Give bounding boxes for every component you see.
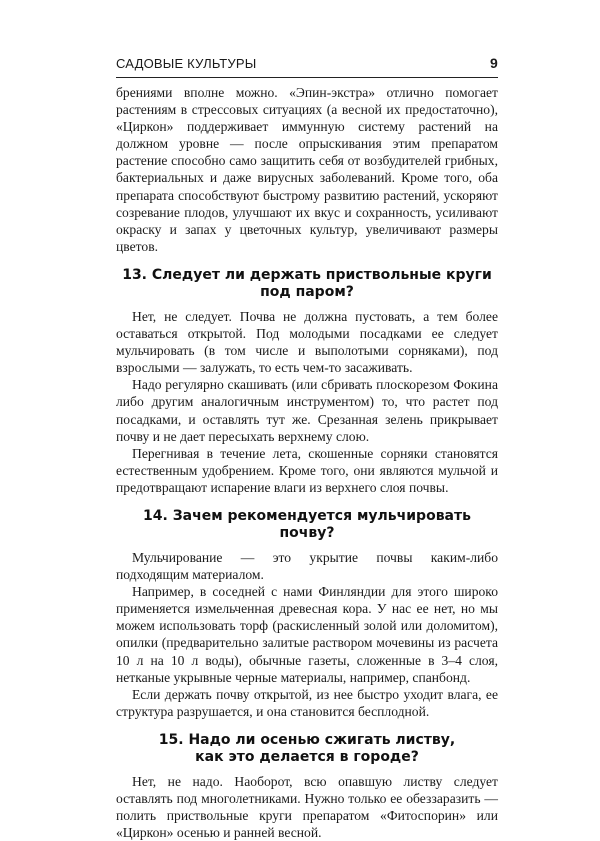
- heading-line: 14. Зачем рекомендуется мульчировать почву?: [143, 507, 471, 541]
- section-15-heading: [116, 732, 498, 766]
- paragraph: Например, в соседней с нами Финляндии для этого широко применяется измельченная древесная кора. У нас ее нет, но мы можем использовать торф (раскисленный золой или доломитом), опилки (предварительно залитые раствором мочевины из расчета 10 л на 10 л воды), обычные газеты, сложенные в 3–4 слоя, нетканые укрывные черные материалы, например, спанбонд.: [116, 584, 498, 685]
- heading-line: под паром?: [260, 283, 354, 300]
- running-title: САДОВЫЕ КУЛЬТУРЫ: [116, 56, 257, 71]
- heading-line: 15. Надо ли осенью сжигать листву,: [158, 731, 456, 748]
- paragraph: Мульчирование — это укрытие почвы каким-либо подходящим материалом.: [116, 549, 498, 583]
- page-body: [116, 84, 498, 841]
- paragraph: Перегнивая в течение лета, скошенные сорняки становятся естественным удобрением. Кроме того, они являются мульчой и предотвращают испарение влаги из верхнего слоя почвы.: [116, 445, 498, 495]
- paragraph: Надо регулярно скашивать (или сбривать плоскорезом Фокина либо другим аналогичным инструментом) то, что растет под посадками, и оставлять тут же. Срезанная зелень прикрывает почву и не дает пересыхать верхнему слою.: [116, 377, 498, 444]
- intro-paragraph: брениями вполне можно. «Эпин-экстра» отлично помогает растениям в стрессовых ситуациях (а весной их предостаточно), «Циркон» поддерживает иммунную систему растений на должном уровне — после опрыскивания этим препаратом растение способно само защитить себя от возбудителей грибных, бактериальных и даже вирусных заболеваний. Кроме того, оба препарата способствуют быстрому развитию растений, ускоряют созревание плодов, улучшают их вкус и сохранность, усиливают окраску и запах у цветочных культур, увеличивают размеры цветов.: [116, 85, 498, 254]
- paragraph: Если держать почву открытой, из нее быстро уходит влага, ее структура разрушается, и она становится бесплодной.: [116, 686, 498, 719]
- heading-line: 13. Следует ли держать приствольные круги: [122, 266, 492, 283]
- header-rule: [116, 77, 498, 78]
- section-13-heading: [116, 267, 498, 301]
- paragraph: Нет, не следует. Почва не должна пустовать, а тем более оставаться открытой. Под молодыми посадками ее следует мульчировать (в том числе и выполотыми сорняками), под взрослыми — залужать, то есть чем-то засаживать.: [116, 308, 498, 376]
- page-number: 9: [490, 55, 498, 71]
- paragraph: Нет, не надо. Наоборот, всю опавшую листву следует оставлять под многолетниками. Нужно только ее обеззаразить — полить приствольные круги препаратом «Фитоспорин» или «Циркон» осенью и ранней весной.: [116, 773, 498, 841]
- section-14-heading: [116, 508, 498, 542]
- heading-line: как это делается в городе?: [195, 748, 419, 765]
